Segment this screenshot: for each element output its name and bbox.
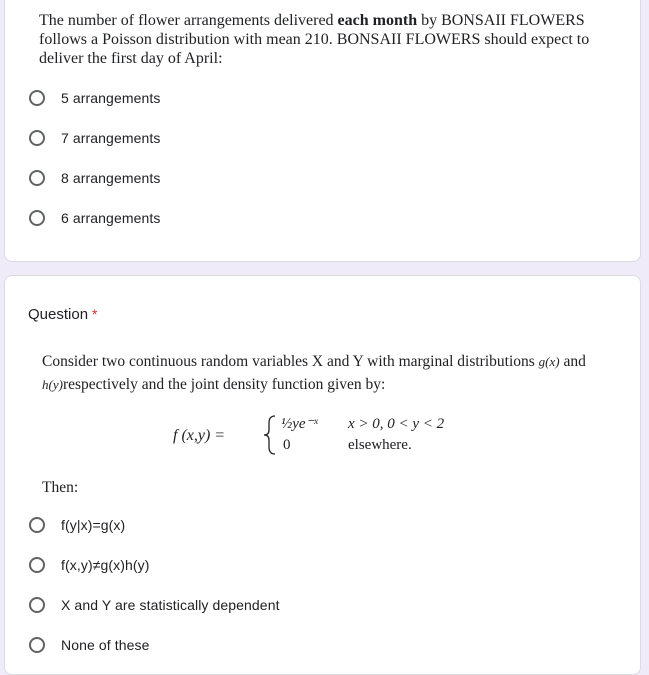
case-2-condition: elsewhere. xyxy=(348,437,412,453)
option-label: 7 arrangements xyxy=(61,130,161,146)
option-label: f(x,y)≠g(x)h(y) xyxy=(61,557,150,573)
radio-button[interactable] xyxy=(29,597,45,613)
question-card-2 xyxy=(4,275,641,675)
question-1-option-2[interactable] xyxy=(29,125,160,151)
option-label: None of these xyxy=(61,637,150,653)
question-title-text: Question xyxy=(28,306,89,323)
question-1-option-1[interactable] xyxy=(29,85,160,111)
option-label: f(y|x)=g(x) xyxy=(61,517,126,533)
question-2-option-3[interactable] xyxy=(29,592,280,618)
then-label: Then: xyxy=(42,479,79,496)
question-1-text xyxy=(39,11,619,68)
case-1-expression: ½ye⁻ˣ xyxy=(281,416,318,432)
radio-button[interactable] xyxy=(29,130,45,146)
g-function: g(x) xyxy=(538,354,560,369)
question-1-text-start: The number of flower arrangements delivered xyxy=(39,12,338,29)
question-card-1 xyxy=(4,0,641,262)
question-1-text-end: by BONSAII FLOWERS follows a Poisson distribution with mean 210. BONSAII FLOWERS should expect to deliver the first day of April: xyxy=(39,12,590,67)
option-label: X and Y are statistically dependent xyxy=(61,597,280,613)
question-2-text-part-3: respectively and the joint density function given by: xyxy=(62,376,386,393)
radio-button[interactable] xyxy=(29,517,45,533)
question-2-option-4[interactable] xyxy=(29,632,149,658)
option-label: 5 arrangements xyxy=(61,90,161,106)
radio-button[interactable] xyxy=(29,90,45,106)
question-1-option-4[interactable] xyxy=(29,205,160,231)
radio-button[interactable] xyxy=(29,637,45,653)
option-label: 8 arrangements xyxy=(61,170,161,186)
formula-lhs: f (x,y) = xyxy=(173,427,226,444)
question-2-option-2[interactable] xyxy=(29,552,150,578)
radio-button[interactable] xyxy=(29,557,45,573)
question-title xyxy=(28,306,98,323)
question-2-text-part-1: Consider two continuous random variables X and Y with marginal distributions xyxy=(42,353,539,370)
question-1-text-bold: each month xyxy=(337,12,418,29)
h-function: h(y) xyxy=(42,377,63,392)
question-1-option-3[interactable] xyxy=(29,165,160,191)
required-asterisk: * xyxy=(92,306,98,322)
question-2-text-part-2: and xyxy=(559,353,586,370)
case-1-condition: x > 0, 0 < y < 2 xyxy=(348,416,445,432)
joint-density-formula xyxy=(173,412,503,458)
question-2-text xyxy=(42,350,622,396)
left-brace xyxy=(264,416,275,454)
case-2-expression: 0 xyxy=(283,437,291,453)
radio-button[interactable] xyxy=(29,210,45,226)
option-label: 6 arrangements xyxy=(61,210,161,226)
radio-button[interactable] xyxy=(29,170,45,186)
question-2-option-1[interactable] xyxy=(29,512,125,538)
